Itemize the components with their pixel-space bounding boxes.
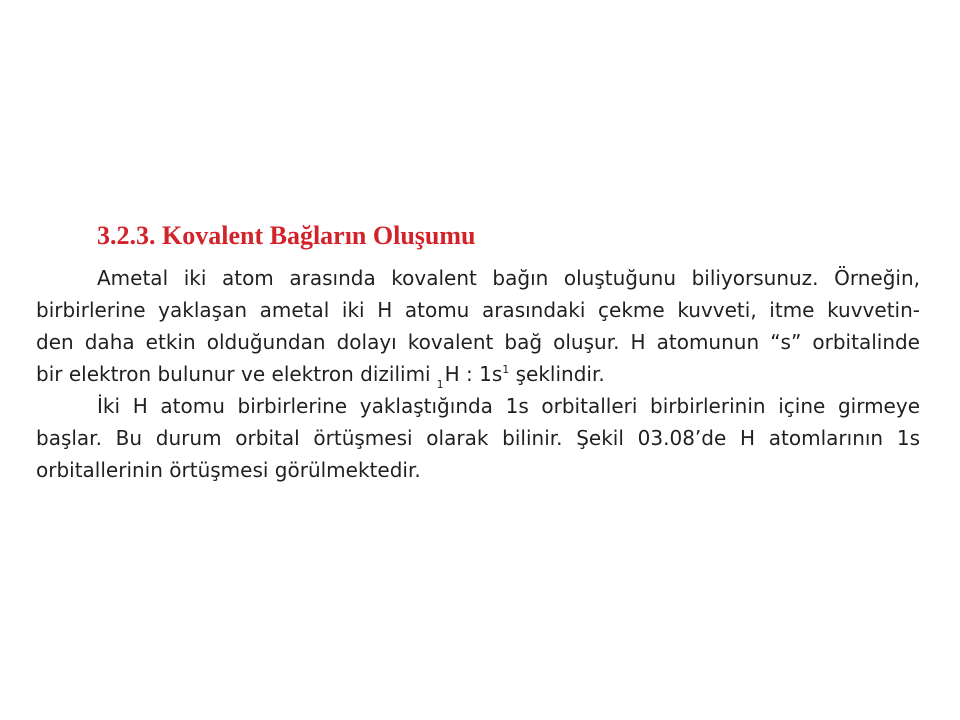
body-text xyxy=(36,262,920,486)
paragraph-line: başlar. Bu durum orbital örtüşmesi olarak bilinir. Şekil 03.08’de H atomlarının 1s xyxy=(36,426,920,450)
line-text: bir elektron bulunur ve elektron dizilimi xyxy=(36,362,431,386)
paragraph-line: Ametal iki atom arasında kovalent bağın oluştuğunu biliyorsunuz. Örneğin, xyxy=(97,266,920,290)
paragraph-orbital-overlap xyxy=(36,390,920,486)
paragraph-line: birbirlerine yaklaşan ametal iki H atomu arasındaki çekme kuvveti, itme kuvvetin- xyxy=(36,298,920,322)
paragraph-line-electron-configuration xyxy=(36,358,920,390)
atomic-number-subscript: 1 xyxy=(436,378,444,390)
paragraph-covalent-bond-intro xyxy=(36,262,920,390)
paragraph-line: orbitallerinin örtüşmesi görülmektedir. xyxy=(36,458,421,482)
electron-count-superscript: 1 xyxy=(502,363,510,376)
paragraph-line: den daha etkin olduğundan dolayı kovalent bağ oluşur. H atomunun “s” orbitalinde xyxy=(36,330,920,354)
paragraph-line: İki H atomu birbirlerine yaklaştığında 1s orbitalleri birbirlerinin içine girmeye xyxy=(97,394,920,418)
line-text: şeklindir. xyxy=(509,362,605,386)
electron-configuration-formula: H : 1s xyxy=(444,362,503,386)
section-heading: 3.2.3. Kovalent Bağların Oluşumu xyxy=(97,221,476,250)
